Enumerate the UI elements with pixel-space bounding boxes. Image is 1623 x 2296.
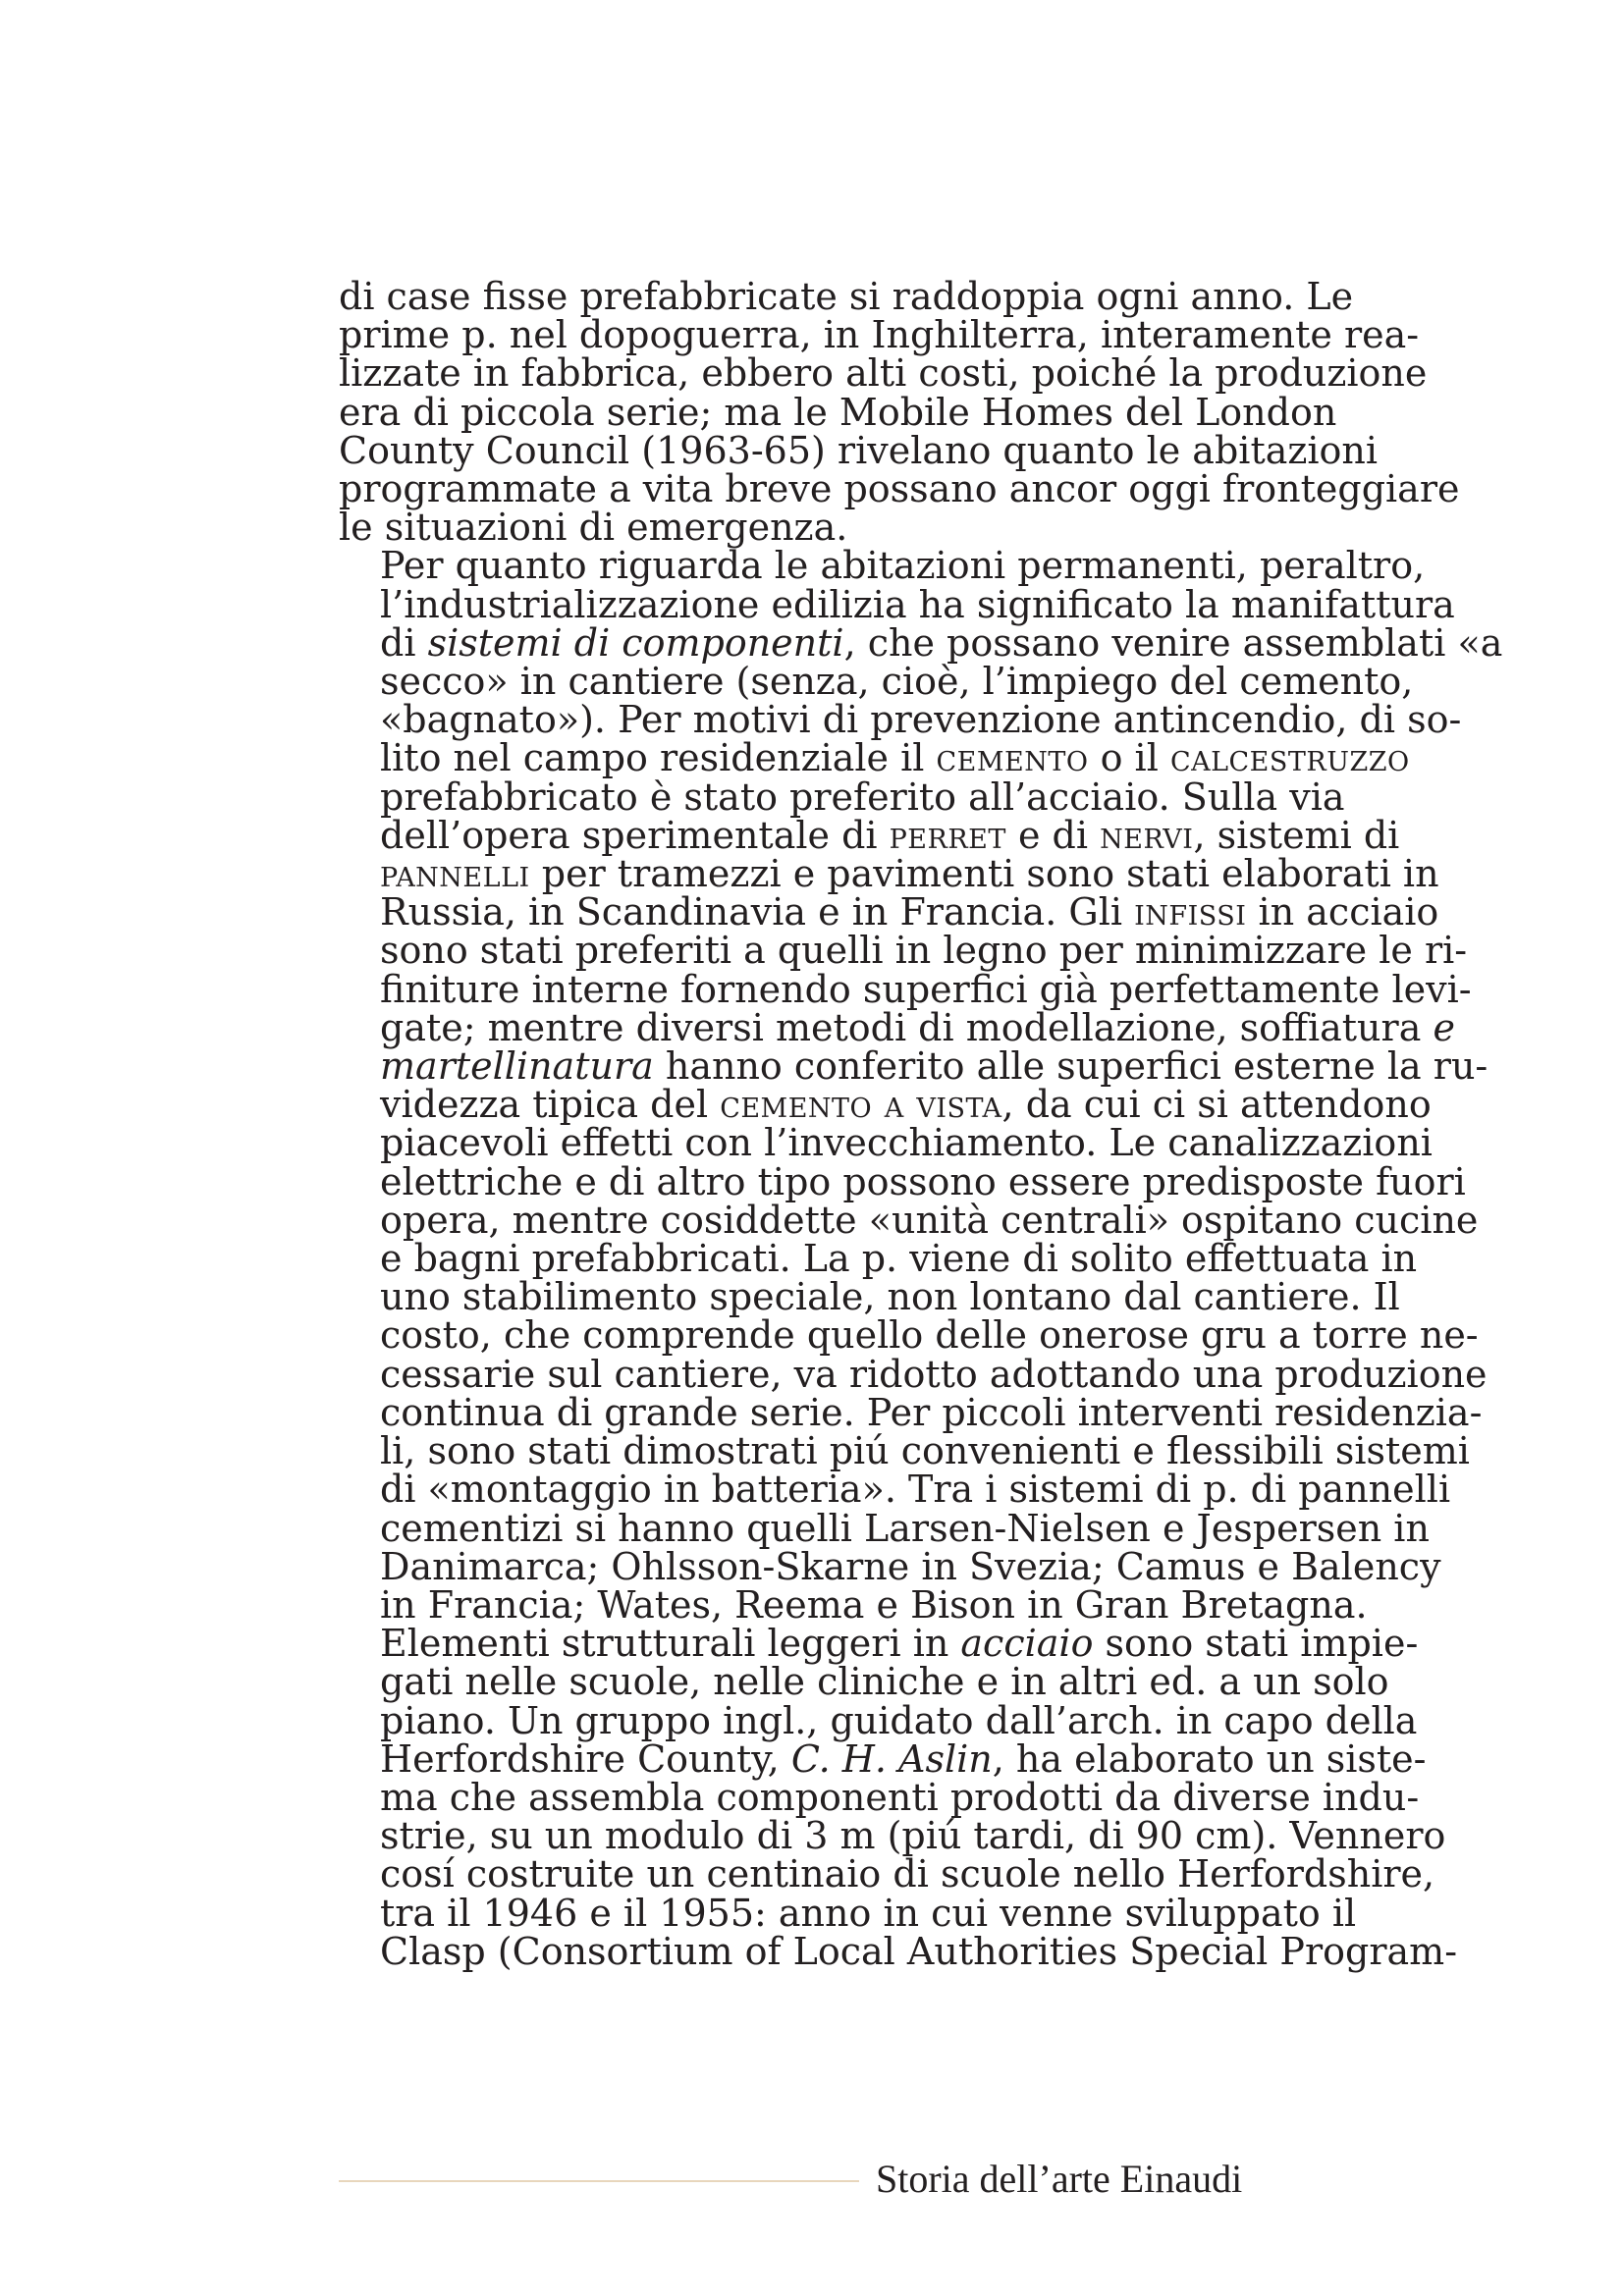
text-line: [339, 1929, 1458, 1973]
text-line: [339, 1198, 1479, 1242]
text-run: e di: [1005, 813, 1101, 857]
text-run: tra il 1946 e il 1955: anno in cui venne sviluppato il: [380, 1891, 1357, 1935]
text-run: Per quanto riguarda le abitazioni permanenti, peraltro,: [380, 544, 1426, 588]
text-line: [339, 582, 1455, 626]
paragraph: [339, 275, 1460, 550]
text-line: [339, 1698, 1418, 1742]
text-line: [339, 813, 1400, 857]
small-caps-reference: nervi: [1100, 813, 1194, 857]
small-caps-reference: cemento a vista: [720, 1083, 1002, 1127]
text-run: cosí costruite un centinaio di scuole nello Herfordshire,: [380, 1852, 1435, 1896]
text-line: [339, 1044, 1488, 1089]
text-run: Danimarca; Ohlsson-Skarne in Svezia; Camus e Balency: [380, 1544, 1441, 1588]
text-run: le situazioni di emergenza.: [339, 506, 848, 550]
italic-text: C. H. Aslin: [790, 1736, 993, 1781]
text-run: li, sono stati dimostrati piú convenienti e flessibili sistemi: [380, 1429, 1470, 1473]
footer-rule: [339, 2180, 859, 2182]
text-run: sono stati preferiti a quelli in legno per minimizzare le ri-: [380, 929, 1468, 973]
text-run: in acciaio: [1246, 890, 1439, 934]
small-caps-reference: infissi: [1134, 890, 1247, 934]
text-line: [339, 1083, 1432, 1127]
text-run: l’industrializzazione edilizia ha significato la manifattura: [380, 582, 1455, 626]
text-line: [339, 351, 1428, 396]
text-line: [339, 1313, 1479, 1358]
text-line: [339, 1506, 1430, 1550]
text-run: Clasp (Consortium of Local Authorities Special Program-: [380, 1929, 1458, 1973]
text-line: [339, 1121, 1433, 1165]
text-line: [339, 467, 1460, 511]
text-run: finiture interne fornendo superfici già perfettamente levi-: [380, 967, 1472, 1011]
text-run: strie, su un modulo di 3 m (piú tardi, di 90 cm). Vennero: [380, 1814, 1446, 1858]
text-line: [339, 698, 1462, 742]
text-run: , ha elaborato un siste-: [992, 1736, 1427, 1781]
small-caps-reference: perret: [889, 813, 1006, 857]
text-line: [339, 1429, 1470, 1473]
text-run: County Council (1963-65) rivelano quanto le abitazioni: [339, 428, 1379, 472]
text-run: secco» in cantiere (senza, cioè, l’impiego del cemento,: [380, 660, 1414, 704]
text-run: gati nelle scuole, nelle cliniche e in altri ed. a un solo: [380, 1660, 1389, 1704]
text-run: costo, che comprende quello delle onerose gru a torre ne-: [380, 1313, 1479, 1358]
text-run: sono stati impie-: [1093, 1622, 1419, 1666]
text-line: [339, 1544, 1441, 1588]
text-line: [339, 1622, 1419, 1666]
text-line: [339, 1352, 1488, 1396]
text-line: [339, 1891, 1357, 1935]
text-run: «bagnato»). Per motivi di prevenzione antincendio, di so-: [380, 698, 1462, 742]
text-run: , da cui ci si attendono: [1001, 1083, 1432, 1127]
text-run: in Francia; Wates, Reema e Bison in Gran Bretagna.: [380, 1582, 1368, 1627]
text-line: [339, 1660, 1389, 1704]
text-run: piacevoli effetti con l’invecchiamento. Le canalizzazioni: [380, 1121, 1433, 1165]
text-run: opera, mentre cosiddette «unità centrali» ospitano cucine: [380, 1198, 1479, 1242]
text-run: uno stabilimento speciale, non lontano dal cantiere. Il: [380, 1275, 1400, 1319]
text-line: [339, 1814, 1446, 1858]
text-run: o il: [1088, 736, 1170, 780]
text-run: piano. Un gruppo ingl., guidato dall’arch. in capo della: [380, 1698, 1418, 1742]
text-run: cementizi si hanno quelli Larsen-Nielsen e Jespersen in: [380, 1506, 1430, 1550]
paragraph: [339, 1622, 1458, 1973]
text-run: di case fisse prefabbricate si raddoppia ogni anno. Le: [339, 275, 1354, 318]
small-caps-reference: calcestruzzo: [1169, 736, 1410, 780]
text-line: [339, 1005, 1455, 1049]
text-run: Russia, in Scandinavia e in Francia. Gli: [380, 890, 1135, 934]
text-run: ma che assembla componenti prodotti da diverse indu-: [380, 1775, 1420, 1819]
body-text: [339, 275, 1503, 1973]
text-line: [339, 1775, 1420, 1819]
text-run: , che possano venire assemblati «a: [843, 620, 1503, 665]
text-run: elettriche e di altro tipo possono essere predisposte fuori: [380, 1159, 1466, 1203]
text-line: [339, 544, 1426, 588]
text-run: e bagni prefabbricati. La p. viene di solito effettuata in: [380, 1237, 1418, 1281]
text-run: , sistemi di: [1193, 813, 1400, 857]
text-run: programmate a vita breve possano ancor oggi fronteggiare: [339, 467, 1460, 511]
italic-text: e: [1433, 1005, 1455, 1049]
text-line: [339, 313, 1420, 357]
text-run: videzza tipica del: [380, 1083, 721, 1127]
text-line: [339, 1582, 1368, 1627]
text-line: [339, 736, 1410, 780]
text-run: prime p. nel dopoguerra, in Inghilterra, interamente rea-: [339, 313, 1420, 357]
text-run: Herfordshire County,: [380, 1736, 791, 1781]
text-line: [339, 967, 1472, 1011]
italic-text: acciaio: [960, 1622, 1094, 1666]
text-line: [339, 1468, 1451, 1512]
text-line: [339, 660, 1414, 704]
footer-title: Storia dell’arte Einaudi: [876, 2157, 1243, 2201]
paragraph: [339, 544, 1503, 1627]
text-line: [339, 1237, 1418, 1281]
text-run: hanno conferito alle superfici esterne la ru-: [653, 1044, 1488, 1089]
text-run: Elementi strutturali leggeri in: [380, 1622, 961, 1666]
text-run: dell’opera sperimentale di: [380, 813, 890, 857]
text-line: [339, 1736, 1427, 1781]
small-caps-reference: cemento: [936, 736, 1089, 780]
small-caps-reference: pannelli: [380, 852, 530, 896]
text-run: di «montaggio in batteria». Tra i sistemi di p. di pannelli: [380, 1468, 1451, 1512]
text-line: [339, 929, 1468, 973]
text-run: lito nel campo residenziale il: [380, 736, 937, 780]
text-run: gate; mentre diversi metodi di modellazione, soffiatura: [380, 1005, 1434, 1049]
italic-text: martellinatura: [380, 1044, 654, 1089]
text-run: cessarie sul cantiere, va ridotto adottando una produzione: [380, 1352, 1488, 1396]
text-line: [339, 275, 1354, 318]
text-run: lizzate in fabbrica, ebbero alti costi, poiché la produzione: [339, 351, 1428, 396]
text-line: [339, 428, 1379, 472]
text-run: prefabbricato è stato preferito all’acciaio. Sulla via: [380, 774, 1345, 819]
text-line: [339, 774, 1345, 819]
text-line: [339, 506, 1306, 550]
text-line: [339, 390, 1337, 434]
text-run: era di piccola serie; ma le Mobile Homes del London: [339, 390, 1337, 434]
text-run: continua di grande serie. Per piccoli interventi residenzia-: [380, 1390, 1483, 1434]
text-line: [339, 1275, 1400, 1319]
text-line: [339, 1159, 1466, 1203]
text-run: per tramezzi e pavimenti sono stati elaborati in: [529, 852, 1439, 896]
text-line: [339, 1852, 1435, 1896]
text-line: [339, 890, 1439, 934]
italic-text: sistemi di componenti: [427, 620, 844, 665]
text-line: [339, 1390, 1483, 1434]
text-line: [339, 852, 1439, 896]
text-run: di: [380, 620, 428, 665]
text-line: [339, 620, 1503, 665]
